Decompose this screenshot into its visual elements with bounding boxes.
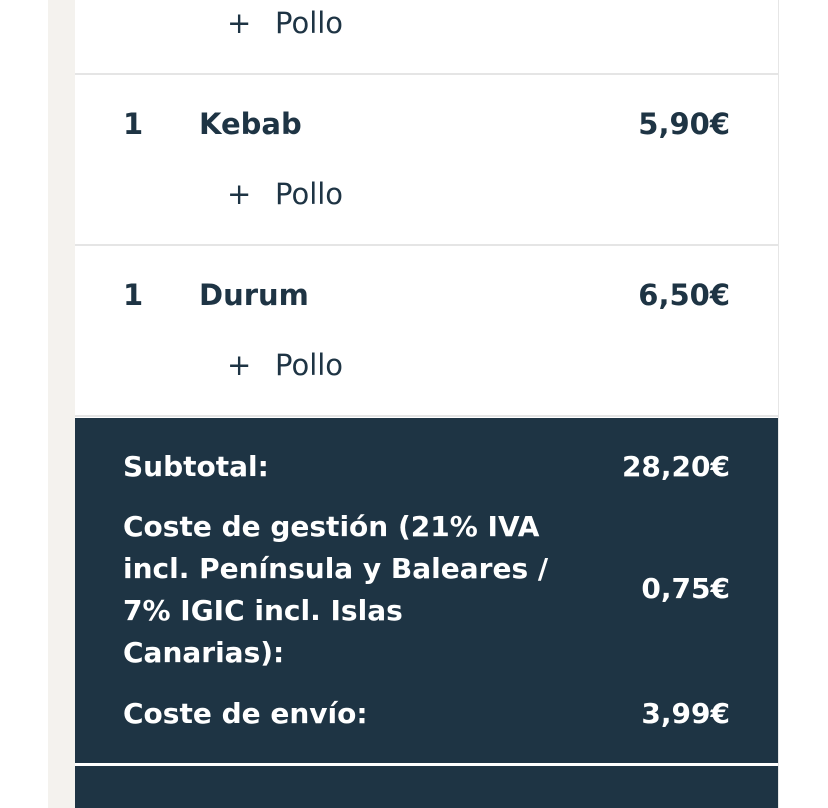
total-panel <box>75 766 778 808</box>
subtotal-label: Subtotal: <box>123 450 269 483</box>
row-divider <box>75 415 778 417</box>
shipping-value: 3,99€ <box>641 697 730 730</box>
plus-icon: + <box>227 177 252 211</box>
item-name: Kebab <box>199 107 302 141</box>
shipping-label: Coste de envío: <box>123 697 368 730</box>
plus-icon: + <box>227 6 252 40</box>
item-extra: Pollo <box>275 177 344 211</box>
plus-icon: + <box>227 348 252 382</box>
item-name: Durum <box>199 278 309 312</box>
order-card <box>75 0 779 808</box>
item-price: 5,90€ <box>638 107 730 141</box>
row-divider <box>75 73 778 75</box>
fee-value: 0,75€ <box>641 572 730 605</box>
item-extra: Pollo <box>275 348 344 382</box>
item-quantity: 1 <box>123 107 144 141</box>
item-price: 6,50€ <box>638 278 730 312</box>
item-extra: Pollo <box>275 6 344 40</box>
subtotal-value: 28,20€ <box>621 450 730 483</box>
order-summary <box>75 418 778 763</box>
row-divider <box>75 244 778 246</box>
left-gutter <box>48 0 75 808</box>
item-quantity: 1 <box>123 278 144 312</box>
fee-label: Coste de gestión (21% IVA incl. Península y Baleares / 7% IGIC incl. Islas Canarias): <box>123 510 549 669</box>
